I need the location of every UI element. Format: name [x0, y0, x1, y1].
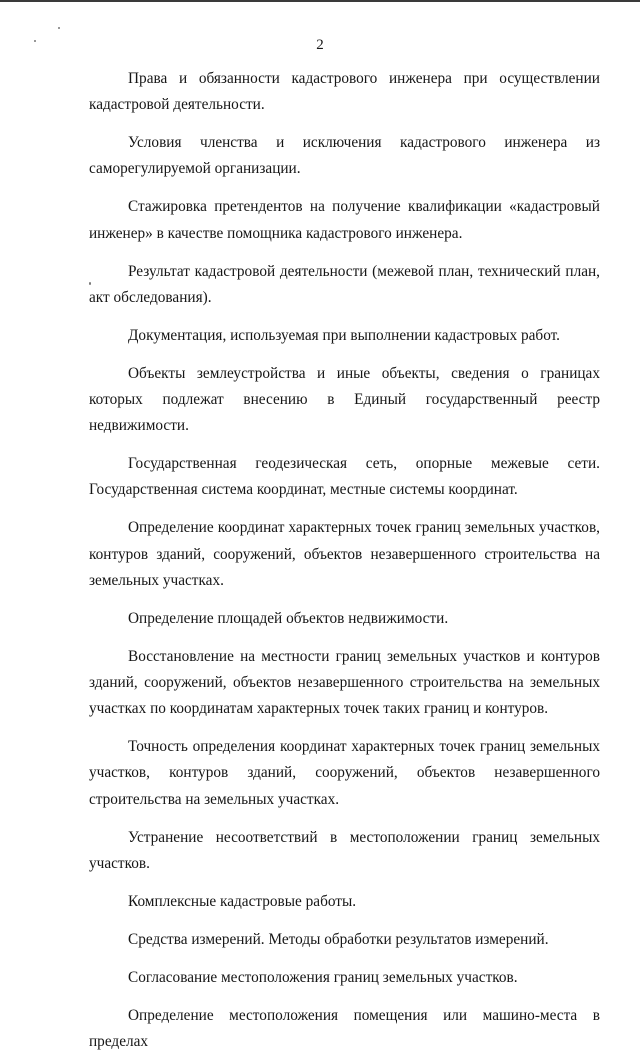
paragraph: Государственная геодезическая сеть, опорные межевые сети. Государственная система координат, местные системы координат.	[89, 455, 600, 499]
paragraph: Устранение несоответствий в местоположении границ земельных участков.	[89, 828, 600, 872]
scan-speck	[58, 27, 60, 29]
paragraph: Определение площадей объектов недвижимости.	[128, 609, 449, 627]
paragraph: Объекты землеустройства и иные объекты, сведения о границах которых подлежат внесению в Единый государственный реестр недвижимости.	[89, 364, 600, 435]
paragraph: Документация, используемая при выполнении кадастровых работ.	[128, 326, 561, 344]
paragraph: Условия членства и исключения кадастрового инженера из саморегулируемой организации.	[89, 134, 600, 178]
paragraph: Определение местоположения помещения или машино-места в пределах	[89, 1006, 600, 1050]
scan-edge-line	[0, 0, 640, 2]
page-number: 2	[316, 37, 324, 53]
paragraph: Стажировка претендентов на получение квалификации «кадастровый инженер» в качестве помощника кадастрового инженера.	[89, 198, 600, 242]
document-body	[89, 66, 600, 1055]
paragraph: Определение координат характерных точек границ земельных участков, контуров зданий, сооружений, объектов незавершенного строительства на земельных участках.	[89, 519, 600, 589]
paragraph: Точность определения координат характерных точек границ земельных участков, контуров зданий, сооружений, объектов незавершенного строительства на земельных участках.	[89, 738, 600, 808]
paragraph: Восстановление на местности границ земельных участков и контуров зданий, сооружений, объектов незавершенного строительства на земельных участках по координатам характерных точек таких границ и контуров.	[89, 647, 600, 718]
paragraph: Согласование местоположения границ земельных участков.	[128, 968, 518, 986]
paragraph: Результат кадастровой деятельности (межевой план, технический план, акт обследования).	[89, 262, 600, 306]
paragraph: Комплексные кадастровые работы.	[128, 892, 357, 910]
paragraph: Права и обязанности кадастрового инженера при осуществлении кадастровой деятельности.	[89, 70, 600, 114]
paragraph: Средства измерений. Методы обработки результатов измерений.	[128, 930, 549, 948]
